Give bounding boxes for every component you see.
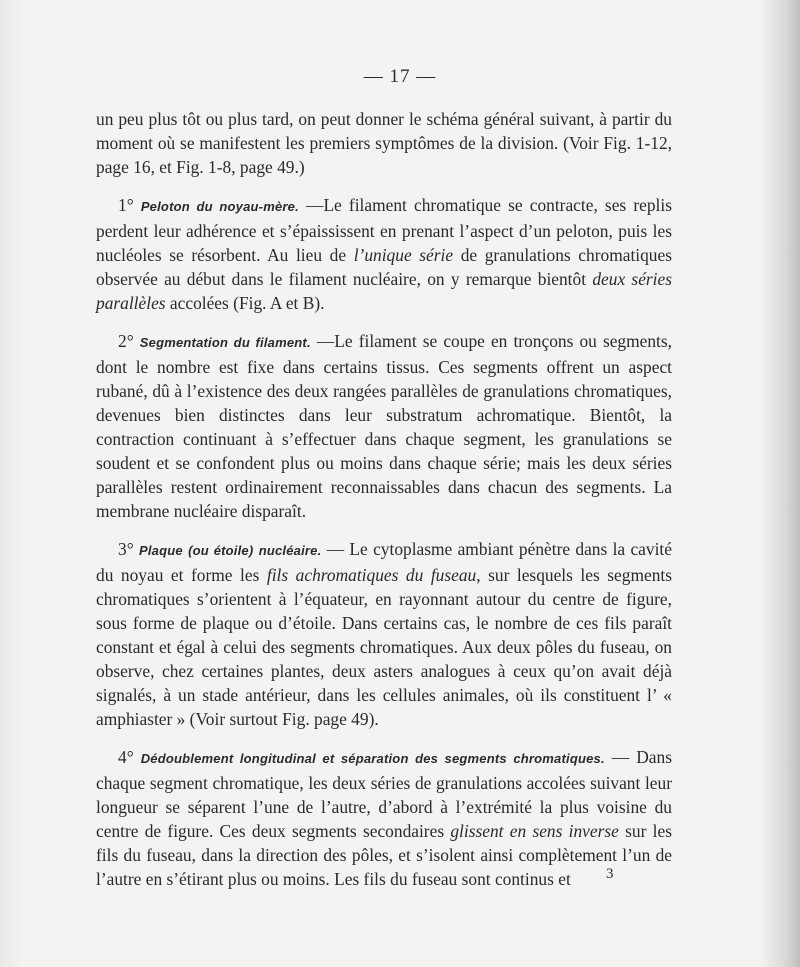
page-number: — 17 — xyxy=(363,66,437,87)
section-heading: Peloton du noyau-mère. xyxy=(140,199,299,214)
heading-dash: — xyxy=(611,747,630,767)
section-heading: Segmentation du filament. xyxy=(139,335,311,350)
paragraph-text: accolées (Fig. A et B). xyxy=(165,293,325,313)
section-heading: Dédoublement longitudinal et séparation des segments chromatiques. xyxy=(140,751,605,766)
paragraph-peloton xyxy=(96,193,672,315)
paragraph-text: Le filament se coupe en tronçons ou segments, dont le nombre est fixe dans certains tissus. Ces segments offrent un aspect rubané, dû à l’existence des deux rangées parallèles de granulations chromatiques, devenues bien distinctes dans leur substratum achromatique. Bientôt, la contraction continuant à s’effectuer dans chaque segment, les granulations se soudent et se confondent plus ou moins dans chaque série; mais les deux séries parallèles restent ordinairement reconnaissables dans chacun des segments. La membrane nucléaire disparaît. xyxy=(96,331,673,521)
paragraph-text: , sur lesquels les segments chromatiques s’orientent à l’équateur, en rayonnant autour du centre de figure, sous forme de plaque ou d’étoile. Dans certains cas, le nombre de ces fils paraît constant et égal à celui des segments chromatiques. Aux deux pôles du fuseau, on observe, chez certaines plantes, deux asters analogues à ceux qu’on avait déjà signalés, à un stade antérieur, dans les cellules animales, où ils constituent l’ « amphiaster » (Voir surtout Fig. page 49). xyxy=(96,565,672,729)
emphasis-text: fils achromatiques du fuseau xyxy=(266,565,477,585)
section-heading: Plaque xyxy=(138,543,183,558)
paragraph-dedoublement xyxy=(96,745,672,891)
section-heading-aside: (ou étoile) xyxy=(188,543,254,558)
paragraph-text: Le filament chromatique se contracte, ses replis perdent leur adhérence et s’épaississent en prenant l’aspect d’un peloton, puis les nucléoles se résorbent. Au lieu de xyxy=(96,195,672,265)
body-text xyxy=(96,107,672,891)
item-number: 1° xyxy=(118,195,134,215)
signature-mark: 3 xyxy=(606,866,614,882)
item-number: 2° xyxy=(118,331,134,351)
heading-dash: — xyxy=(306,195,324,215)
heading-dash: — xyxy=(326,539,345,559)
paragraph-plaque xyxy=(96,537,672,731)
emphasis-text: deux séries parallèles xyxy=(96,269,672,313)
paragraph-text: de granulations chromatiques observée au début dans le filament nucléaire, on y remarque bientôt xyxy=(96,245,672,289)
heading-dash: — xyxy=(316,331,335,351)
paragraph-gap xyxy=(96,731,672,745)
emphasis-text: l’unique série xyxy=(353,245,454,265)
emphasis-text: glissent en sens inverse xyxy=(450,821,619,841)
paragraph-text: Le cytoplasme ambiant pénètre dans la cavité du noyau et forme les xyxy=(96,539,672,585)
intro-text: un peu plus tôt ou plus tard, on peut donner le schéma général suivant, à partir du moment où se manifestent les premiers symptômes de la division. (Voir Fig. 1-12, page 16, et Fig. 1-8, page 49.) xyxy=(96,109,672,177)
item-number: 3° xyxy=(118,539,134,559)
section-heading: nucléaire. xyxy=(258,543,322,558)
paragraph-gap xyxy=(96,315,672,329)
item-number: 4° xyxy=(118,747,134,767)
paragraph-gap xyxy=(96,523,672,537)
paragraph-text: Dans chaque segment chromatique, les deux séries de granulations accolées suivant leur longueur se séparent l’une de l’autre, d’abord à l’extrémité la plus voisine du centre de figure. Ces deux segments secondaires xyxy=(96,747,672,841)
intro-paragraph xyxy=(96,107,672,179)
paragraph-segmentation xyxy=(96,329,672,523)
paragraph-text: sur les fils du fuseau, dans la direction des pôles, et s’isolent ainsi complètement l’un de l’autre en s’étirant plus ou moins. Les fils du fuseau sont continus et xyxy=(96,821,672,889)
paragraph-gap xyxy=(96,179,672,193)
